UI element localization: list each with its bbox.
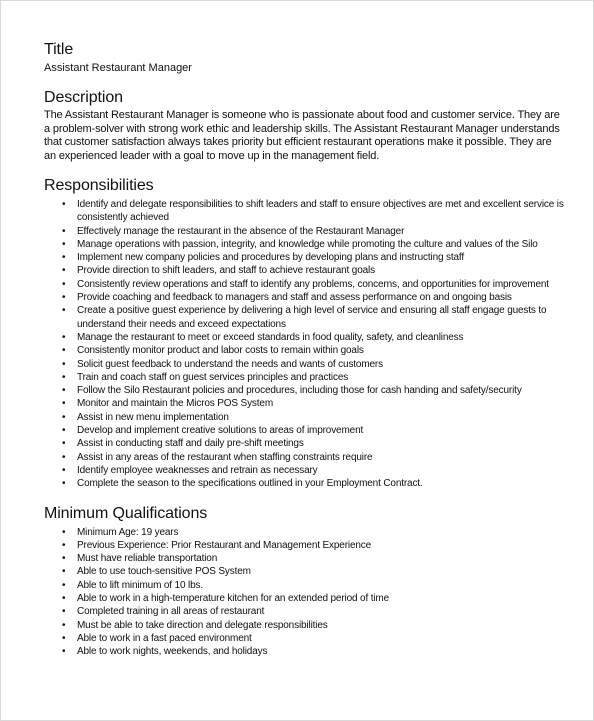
list-item-text: Manage operations with passion, integrity, and knowledge while promoting the culture and values of the Silo bbox=[77, 238, 538, 250]
list-item-text: Must have reliable transportation bbox=[77, 553, 218, 565]
list-item bbox=[44, 251, 564, 264]
list-item-text: Manage the restaurant to meet or exceed standards in food quality, safety, and cleanliness bbox=[77, 331, 464, 343]
list-item-text: Provide direction to shift leaders, and staff to achieve restaurant goals bbox=[77, 265, 375, 277]
bullet-icon: • bbox=[62, 478, 66, 490]
list-item bbox=[44, 278, 564, 291]
list-item-text: Previous Experience: Prior Restaurant and Management Experience bbox=[77, 539, 372, 551]
qualifications-heading: Minimum Qualifications bbox=[44, 504, 208, 522]
description-text: The Assistant Restaurant Manager is someone who is passionate about food and customer service. They are a problem-solver with strong work ethic and leadership skills. The Assistant Restaurant Manager understands that customer satisfaction always takes priority but efficient restaurant operations make it possible. They are an experienced leader with a goal to move up in the management field. bbox=[44, 109, 560, 162]
job-title-value: Assistant Restaurant Manager bbox=[44, 62, 192, 74]
list-item-text: Must be able to take direction and delegate responsibilities bbox=[77, 619, 328, 631]
list-item-text: Provide coaching and feedback to managers and staff and assess performance on and ongoing basis bbox=[77, 292, 512, 304]
bullet-icon: • bbox=[62, 579, 66, 591]
list-item-text: Effectively manage the restaurant in the absence of the Restaurant Manager bbox=[77, 225, 405, 237]
list-item bbox=[44, 605, 564, 618]
bullet-icon: • bbox=[62, 331, 66, 343]
list-item bbox=[44, 552, 564, 565]
bullet-icon: • bbox=[62, 398, 66, 410]
list-item bbox=[44, 344, 564, 357]
bullet-icon: • bbox=[62, 265, 66, 277]
list-item-text: Consistently review operations and staff to identify any problems, concerns, and opportunities for improvement bbox=[77, 278, 549, 290]
bullet-icon: • bbox=[62, 252, 66, 264]
bullet-icon: • bbox=[62, 278, 66, 290]
list-item bbox=[44, 539, 564, 552]
list-item-text: Follow the Silo Restaurant policies and procedures, including those for cash handing and safety/security bbox=[77, 385, 522, 397]
list-item bbox=[44, 291, 564, 304]
list-item-text: Consistently monitor product and labor costs to remain within goals bbox=[77, 345, 364, 357]
bullet-icon: • bbox=[62, 451, 66, 463]
description-heading: Description bbox=[44, 89, 123, 106]
job-description-document bbox=[44, 40, 564, 659]
list-item bbox=[44, 331, 564, 344]
list-item bbox=[44, 238, 564, 251]
title-section bbox=[44, 40, 564, 75]
bullet-icon: • bbox=[62, 238, 66, 250]
bullet-icon: • bbox=[62, 411, 66, 423]
list-item bbox=[44, 371, 564, 384]
list-item bbox=[44, 579, 564, 592]
responsibilities-list bbox=[44, 198, 564, 491]
list-item bbox=[44, 384, 564, 397]
list-item-text: Completed training in all areas of restaurant bbox=[77, 606, 265, 618]
bullet-icon: • bbox=[62, 425, 66, 437]
bullet-icon: • bbox=[62, 292, 66, 304]
list-item bbox=[44, 619, 564, 632]
list-item bbox=[44, 464, 564, 477]
bullet-icon: • bbox=[62, 593, 66, 605]
list-item-text: Assist in conducting staff and daily pre-shift meetings bbox=[77, 438, 304, 450]
list-item-text: Monitor and maintain the Micros POS System bbox=[77, 398, 274, 410]
list-item-text: Minimum Age: 19 years bbox=[77, 526, 179, 538]
bullet-icon: • bbox=[62, 619, 66, 631]
responsibilities-heading: Responsibilities bbox=[44, 177, 154, 194]
list-item bbox=[44, 451, 564, 464]
bullet-icon: • bbox=[62, 553, 66, 565]
bullet-icon: • bbox=[62, 199, 66, 210]
list-item-text: Create a positive guest experience by delivering a high level of service and ensuring all staff engage guests to understand their needs and exceed expectations bbox=[77, 305, 547, 330]
list-item-text: Able to work nights, weekends, and holidays bbox=[77, 646, 268, 658]
responsibilities-section bbox=[44, 176, 564, 491]
list-item-text: Able to use touch-sensitive POS System bbox=[77, 566, 251, 578]
list-item bbox=[44, 304, 564, 331]
list-item bbox=[44, 198, 564, 225]
list-item-text: Solicit guest feedback to understand the needs and wants of customers bbox=[77, 358, 383, 370]
bullet-icon: • bbox=[62, 526, 66, 538]
list-item bbox=[44, 264, 564, 277]
list-item bbox=[44, 632, 564, 645]
list-item-text: Develop and implement creative solutions to areas of improvement bbox=[77, 425, 364, 437]
bullet-icon: • bbox=[62, 438, 66, 450]
list-item-text: Assist in new menu implementation bbox=[77, 411, 229, 423]
list-item bbox=[44, 526, 564, 539]
list-item-text: Able to lift minimum of 10 lbs. bbox=[77, 579, 203, 591]
bullet-icon: • bbox=[62, 345, 66, 357]
list-item bbox=[44, 437, 564, 450]
bullet-icon: • bbox=[62, 464, 66, 476]
bullet-icon: • bbox=[62, 305, 66, 317]
list-item-text: Identify and delegate responsibilities to shift leaders and staff to ensure objectives are met and excellent service is consistently achieved bbox=[77, 199, 564, 224]
bullet-icon: • bbox=[62, 606, 66, 618]
list-item-text: Train and coach staff on guest services principles and practices bbox=[77, 371, 349, 383]
list-item bbox=[44, 592, 564, 605]
list-item-text: Able to work in a high-temperature kitchen for an extended period of time bbox=[77, 593, 390, 605]
list-item-text: Identify employee weaknesses and retrain as necessary bbox=[77, 464, 318, 476]
description-section bbox=[44, 88, 564, 163]
list-item bbox=[44, 225, 564, 238]
bullet-icon: • bbox=[62, 539, 66, 551]
list-item-text: Implement new company policies and procedures by developing plans and instructing staff bbox=[77, 252, 464, 264]
bullet-icon: • bbox=[62, 371, 66, 383]
bullet-icon: • bbox=[62, 646, 66, 658]
list-item bbox=[44, 477, 564, 490]
bullet-icon: • bbox=[62, 632, 66, 644]
list-item bbox=[44, 565, 564, 578]
list-item-text: Assist in any areas of the restaurant when staffing constraints require bbox=[77, 451, 373, 463]
bullet-icon: • bbox=[62, 385, 66, 397]
bullet-icon: • bbox=[62, 566, 66, 578]
list-item bbox=[44, 397, 564, 410]
list-item bbox=[44, 411, 564, 424]
bullet-icon: • bbox=[62, 358, 66, 370]
list-item-text: Complete the season to the specifications outlined in your Employment Contract. bbox=[77, 478, 423, 490]
list-item bbox=[44, 358, 564, 371]
qualifications-list bbox=[44, 526, 564, 659]
qualifications-section bbox=[44, 504, 564, 659]
list-item bbox=[44, 645, 564, 658]
bullet-icon: • bbox=[62, 225, 66, 237]
list-item bbox=[44, 424, 564, 437]
list-item-text: Able to work in a fast paced environment bbox=[77, 632, 252, 644]
title-heading: Title bbox=[44, 41, 74, 58]
